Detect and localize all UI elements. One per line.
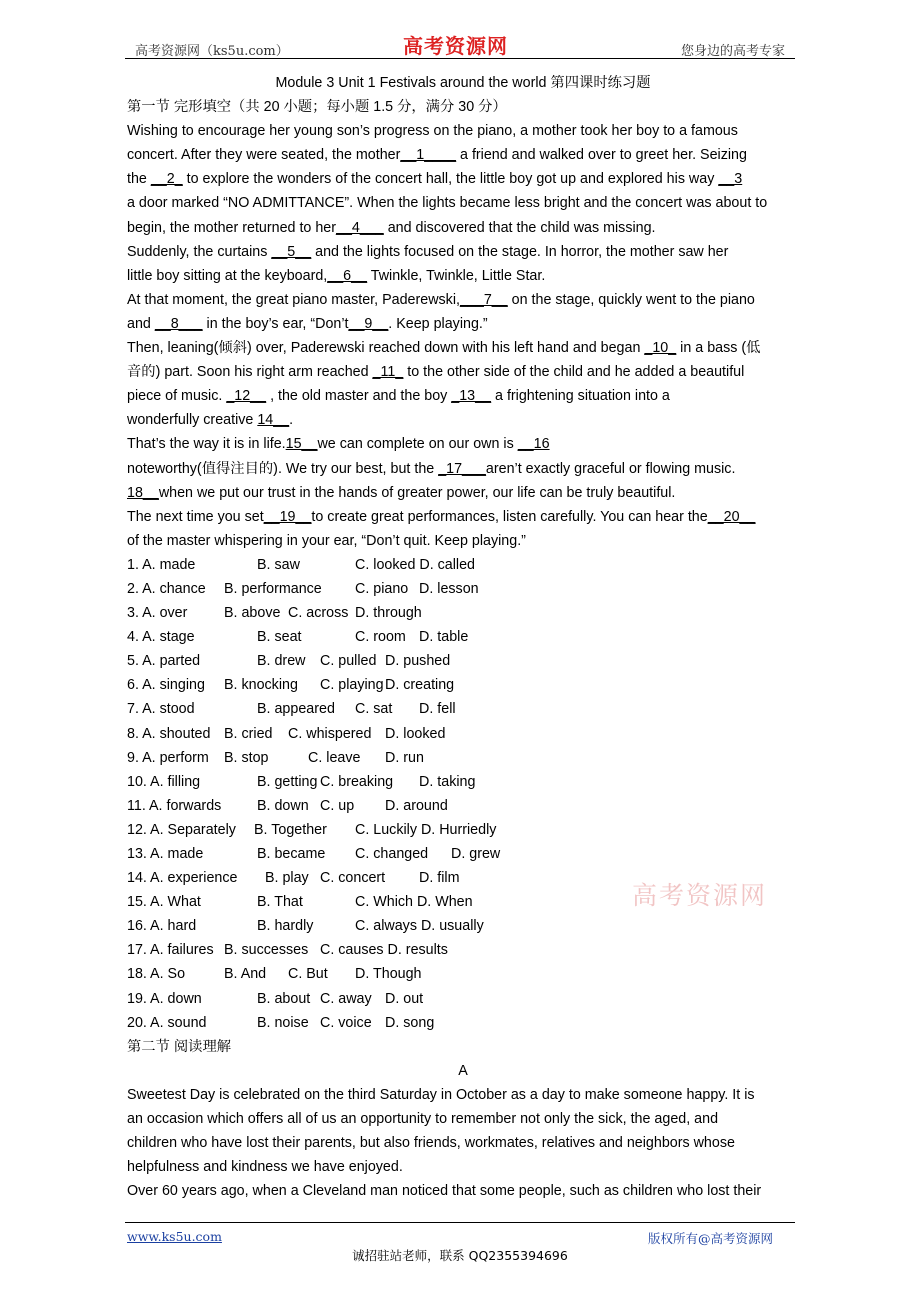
passage-line — [127, 457, 799, 481]
passage-text: in the boy’s ear, “Don’t — [202, 315, 349, 332]
option-choice: D. taking — [419, 773, 476, 790]
header-site-name: 高考资源网（ks5u.com） — [135, 44, 289, 59]
option-choice: 18. A. So — [127, 966, 186, 983]
passage-text: and discovered that the child was missing. — [383, 219, 656, 236]
passage-text: , the old master and the boy — [266, 388, 452, 405]
option-choice: 2. A. chance — [127, 580, 206, 597]
option-choice: D. table — [419, 629, 469, 646]
option-choice: D. song — [385, 1014, 435, 1031]
option-row — [127, 722, 799, 746]
option-row — [127, 577, 799, 601]
passage-a-label: A — [458, 1062, 468, 1079]
passage-text: . Keep playing.” — [388, 315, 488, 332]
cloze-blank: __8___ — [154, 315, 203, 332]
passage-a-line: an occasion which offers all of us an opportunity to remember not only the sick, the aged, and — [127, 1111, 719, 1128]
cloze-blank: _17___ — [438, 460, 486, 477]
passage-text: Then, leaning(倾斜) over, Paderewski reached down with his left hand and began — [127, 340, 645, 357]
option-choice: D. looked — [385, 725, 446, 742]
option-choice: C. breaking — [320, 773, 394, 790]
cloze-blank: __19__ — [263, 508, 312, 525]
option-choice: B. cried — [224, 725, 273, 742]
option-choice: D. out — [385, 990, 424, 1007]
option-choice: D. pushed — [385, 653, 451, 670]
document-body — [127, 71, 799, 1203]
cloze-blank: __2_ — [150, 171, 183, 188]
cloze-blank: 15__ — [285, 436, 318, 453]
option-choice: 12. A. Separately — [127, 821, 236, 838]
option-choice: 1. A. made — [127, 556, 196, 573]
option-choice: B. about — [257, 990, 311, 1007]
option-choice: B. knocking — [224, 677, 298, 694]
option-row — [127, 987, 799, 1011]
cloze-blank: 18__ — [127, 484, 159, 501]
passage-text: At that moment, the great piano master, Paderewski, — [127, 291, 460, 308]
option-choice: C. room — [355, 629, 406, 646]
option-row — [127, 962, 799, 986]
passage-text: and — [127, 315, 155, 332]
cloze-blank: _10_ — [644, 340, 677, 357]
option-choice: C. concert — [320, 870, 386, 887]
option-choice: C. changed — [355, 846, 429, 862]
passage-line — [127, 216, 799, 240]
option-choice: B. That — [257, 894, 303, 911]
option-choice: B. play — [265, 870, 309, 887]
option-choice: 10. A. filling — [127, 773, 201, 790]
option-choice: 17. A. failures — [127, 942, 214, 959]
passage-line — [127, 143, 799, 167]
passage-line — [127, 360, 799, 384]
section-1-heading: 第一节 完形填空（共 20 小题；每小题 1.5 分，满分 30 分） — [127, 99, 507, 116]
option-choice: 16. A. hard — [127, 918, 197, 935]
cloze-blank: _12__ — [226, 388, 267, 405]
cloze-blank: _11_ — [372, 364, 404, 381]
reading-passage-a — [127, 1083, 799, 1203]
footer-contact: 诚招驻站老师，联系 QQ2355394696 — [352, 1248, 568, 1263]
option-choice: C. always D. usually — [355, 918, 484, 935]
passage-text: in a bass (低 — [676, 340, 761, 357]
option-row — [127, 938, 799, 962]
cloze-blank: __9__ — [348, 315, 389, 332]
option-choice: D. through — [355, 605, 422, 622]
passage-text: when we put our trust in the hands of greater power, our life can be truly beautiful. — [158, 484, 676, 501]
option-choice: C. voice — [320, 1014, 372, 1031]
passage-text: Suddenly, the curtains — [127, 243, 272, 260]
option-choice: B. became — [257, 846, 326, 862]
cloze-options — [127, 553, 799, 1035]
option-choice: D. lesson — [419, 580, 479, 597]
option-choice: D. Though — [355, 966, 422, 983]
option-row — [127, 842, 799, 866]
passage-text: little boy sitting at the keyboard, — [127, 267, 328, 284]
option-choice: B. saw — [257, 556, 300, 573]
passage-text: . — [289, 412, 294, 429]
option-choice: 4. A. stage — [127, 629, 195, 646]
option-choice: 9. A. perform — [127, 749, 209, 766]
option-choice: B. down — [257, 797, 309, 814]
option-choice: 3. A. over — [127, 605, 188, 622]
passage-text: Twinkle, Twinkle, Little Star. — [367, 267, 546, 284]
passage-text: begin, the mother returned to her — [127, 219, 337, 236]
option-choice: B. getting — [257, 773, 318, 790]
passage-line — [127, 384, 799, 408]
option-choice: C. up — [320, 797, 355, 814]
option-choice: C. away — [320, 990, 372, 1007]
option-choice: C. across — [288, 605, 349, 622]
passage-line — [127, 191, 799, 215]
option-row — [127, 818, 799, 842]
option-choice: 15. A. What — [127, 894, 201, 911]
option-choice: C. sat — [355, 701, 393, 718]
option-choice: C. leave — [308, 749, 361, 766]
passage-text: Wishing to encourage her young son’s progress on the piano, a mother took her boy to a famous — [127, 123, 738, 140]
option-row — [127, 794, 799, 818]
passage-line — [127, 167, 799, 191]
cloze-blank: 14__ — [257, 412, 290, 429]
cloze-blank: _13__ — [451, 388, 492, 405]
option-choice: B. successes — [224, 942, 309, 959]
option-choice: B. performance — [224, 580, 322, 597]
option-choice: 14. A. experience — [127, 870, 238, 887]
passage-text: a friend and walked over to greet her. Seizing — [456, 147, 747, 164]
option-choice: 5. A. parted — [127, 653, 201, 670]
passage-a-line: Over 60 years ago, when a Cleveland man noticed that some people, such as children who lost their — [127, 1183, 762, 1200]
passage-text: to the other side of the child and he added a beautiful — [403, 364, 745, 381]
passage-text: noteworthy(值得注目的). We try our best, but the — [127, 460, 439, 477]
passage-a-line: helpfulness and kindness we have enjoyed. — [127, 1159, 403, 1176]
passage-a-line: children who have lost their parents, but also friends, workmates, relatives and neighbors whose — [127, 1135, 735, 1152]
option-choice: C. piano — [355, 580, 409, 597]
option-choice: C. playing — [320, 677, 384, 694]
option-choice: B. above — [224, 605, 281, 622]
cloze-blank: __20__ — [707, 508, 756, 525]
passage-line — [127, 119, 799, 143]
option-row — [127, 697, 799, 721]
option-choice: C. Luckily D. Hurriedly — [355, 821, 497, 838]
option-choice: D. creating — [385, 677, 455, 694]
cloze-blank: __4___ — [336, 219, 384, 236]
section-2-heading: 第二节 阅读理解 — [127, 1038, 232, 1055]
passage-text: aren’t exactly graceful or flowing music. — [485, 460, 736, 477]
page-title: Module 3 Unit 1 Festivals around the world 第四课时练习题 — [275, 75, 651, 91]
option-choice: D. grew — [451, 846, 501, 862]
option-choice: D. fell — [419, 701, 456, 718]
option-choice: 11. A. forwards — [127, 797, 222, 814]
option-choice: 8. A. shouted — [127, 725, 211, 742]
option-choice: B. appeared — [257, 701, 335, 718]
option-choice: B. And — [224, 966, 267, 983]
watermark-logo: 高考资源网 — [632, 881, 768, 910]
passage-text: wonderfully creative — [127, 412, 258, 429]
passage-text: of the master whispering in your ear, “Don’t quit. Keep playing.” — [127, 532, 526, 549]
option-choice: C. Which D. When — [355, 894, 473, 911]
option-choice: B. seat — [257, 629, 302, 646]
passage-line — [127, 240, 799, 264]
passage-line — [127, 264, 799, 288]
option-choice: 13. A. made — [127, 846, 204, 862]
cloze-passage — [127, 119, 799, 553]
option-choice: B. Together — [254, 821, 327, 838]
cloze-blank: ___7__ — [459, 291, 508, 308]
cloze-blank: __16 — [517, 436, 550, 453]
header-slogan: 您身边的高考专家 — [680, 44, 785, 59]
option-choice: 19. A. down — [127, 990, 202, 1007]
option-row — [127, 1011, 799, 1035]
passage-text: piece of music. — [127, 388, 227, 405]
option-row — [127, 649, 799, 673]
option-choice: C. causes D. results — [320, 942, 448, 959]
passage-text: on the stage, quickly went to the piano — [507, 291, 755, 308]
passage-text: a frightening situation into a — [491, 388, 670, 405]
passage-text: 音的) part. Soon his right arm reached — [127, 364, 373, 381]
option-choice: C. pulled — [320, 653, 377, 670]
passage-text: to explore the wonders of the concert hall, the little boy got up and explored his way — [182, 171, 719, 188]
option-choice: C. But — [288, 966, 328, 983]
passage-text: and the lights focused on the stage. In horror, the mother saw her — [311, 243, 729, 260]
page-footer — [125, 1222, 795, 1246]
option-row — [127, 770, 799, 794]
option-row — [127, 553, 799, 577]
option-choice: 20. A. sound — [127, 1014, 207, 1031]
passage-text: That’s the way it is in life. — [127, 436, 286, 453]
header-logo: 高考资源网 — [403, 34, 508, 58]
option-row — [127, 746, 799, 770]
passage-line — [127, 529, 799, 553]
footer-copyright: 版权所有@高考资源网 — [647, 1231, 773, 1246]
option-row — [127, 914, 799, 938]
passage-line — [127, 288, 799, 312]
option-choice: D. run — [385, 749, 424, 766]
option-row — [127, 673, 799, 697]
option-row — [127, 601, 799, 625]
option-choice: C. whispered — [288, 725, 372, 742]
cloze-blank: __1____ — [400, 147, 457, 164]
option-choice: B. drew — [257, 653, 306, 670]
passage-text: the — [127, 171, 151, 188]
passage-line — [127, 408, 799, 432]
footer-site-link[interactable]: www.ks5u.com — [127, 1229, 222, 1244]
passage-line — [127, 312, 799, 336]
cloze-blank: __3 — [718, 171, 743, 188]
option-choice: B. stop — [224, 749, 269, 766]
passage-line — [127, 481, 799, 505]
cloze-blank: __6__ — [327, 267, 368, 284]
option-choice: B. hardly — [257, 918, 314, 935]
passage-line — [127, 336, 799, 360]
passage-a-line: Sweetest Day is celebrated on the third Saturday in October as a day to make someone happy. It is — [127, 1086, 755, 1103]
passage-line — [127, 432, 799, 456]
passage-text: The next time you set — [127, 508, 264, 525]
passage-text: a door marked “NO ADMITTANCE”. When the lights became less bright and the concert was about to — [127, 195, 768, 212]
passage-text: we can complete on our own is — [317, 436, 518, 453]
option-choice: C. looked D. called — [355, 556, 475, 573]
cloze-blank: __5__ — [271, 243, 312, 260]
option-choice: D. film — [419, 870, 460, 887]
passage-text: to create great performances, listen carefully. You can hear the — [311, 508, 708, 525]
passage-text: concert. After they were seated, the mother — [127, 147, 401, 164]
option-row — [127, 625, 799, 649]
option-choice: D. around — [385, 797, 448, 814]
page-header — [125, 30, 795, 59]
passage-line — [127, 505, 799, 529]
option-choice: 7. A. stood — [127, 701, 195, 718]
option-choice: 6. A. singing — [127, 677, 205, 694]
option-choice: B. noise — [257, 1014, 309, 1031]
